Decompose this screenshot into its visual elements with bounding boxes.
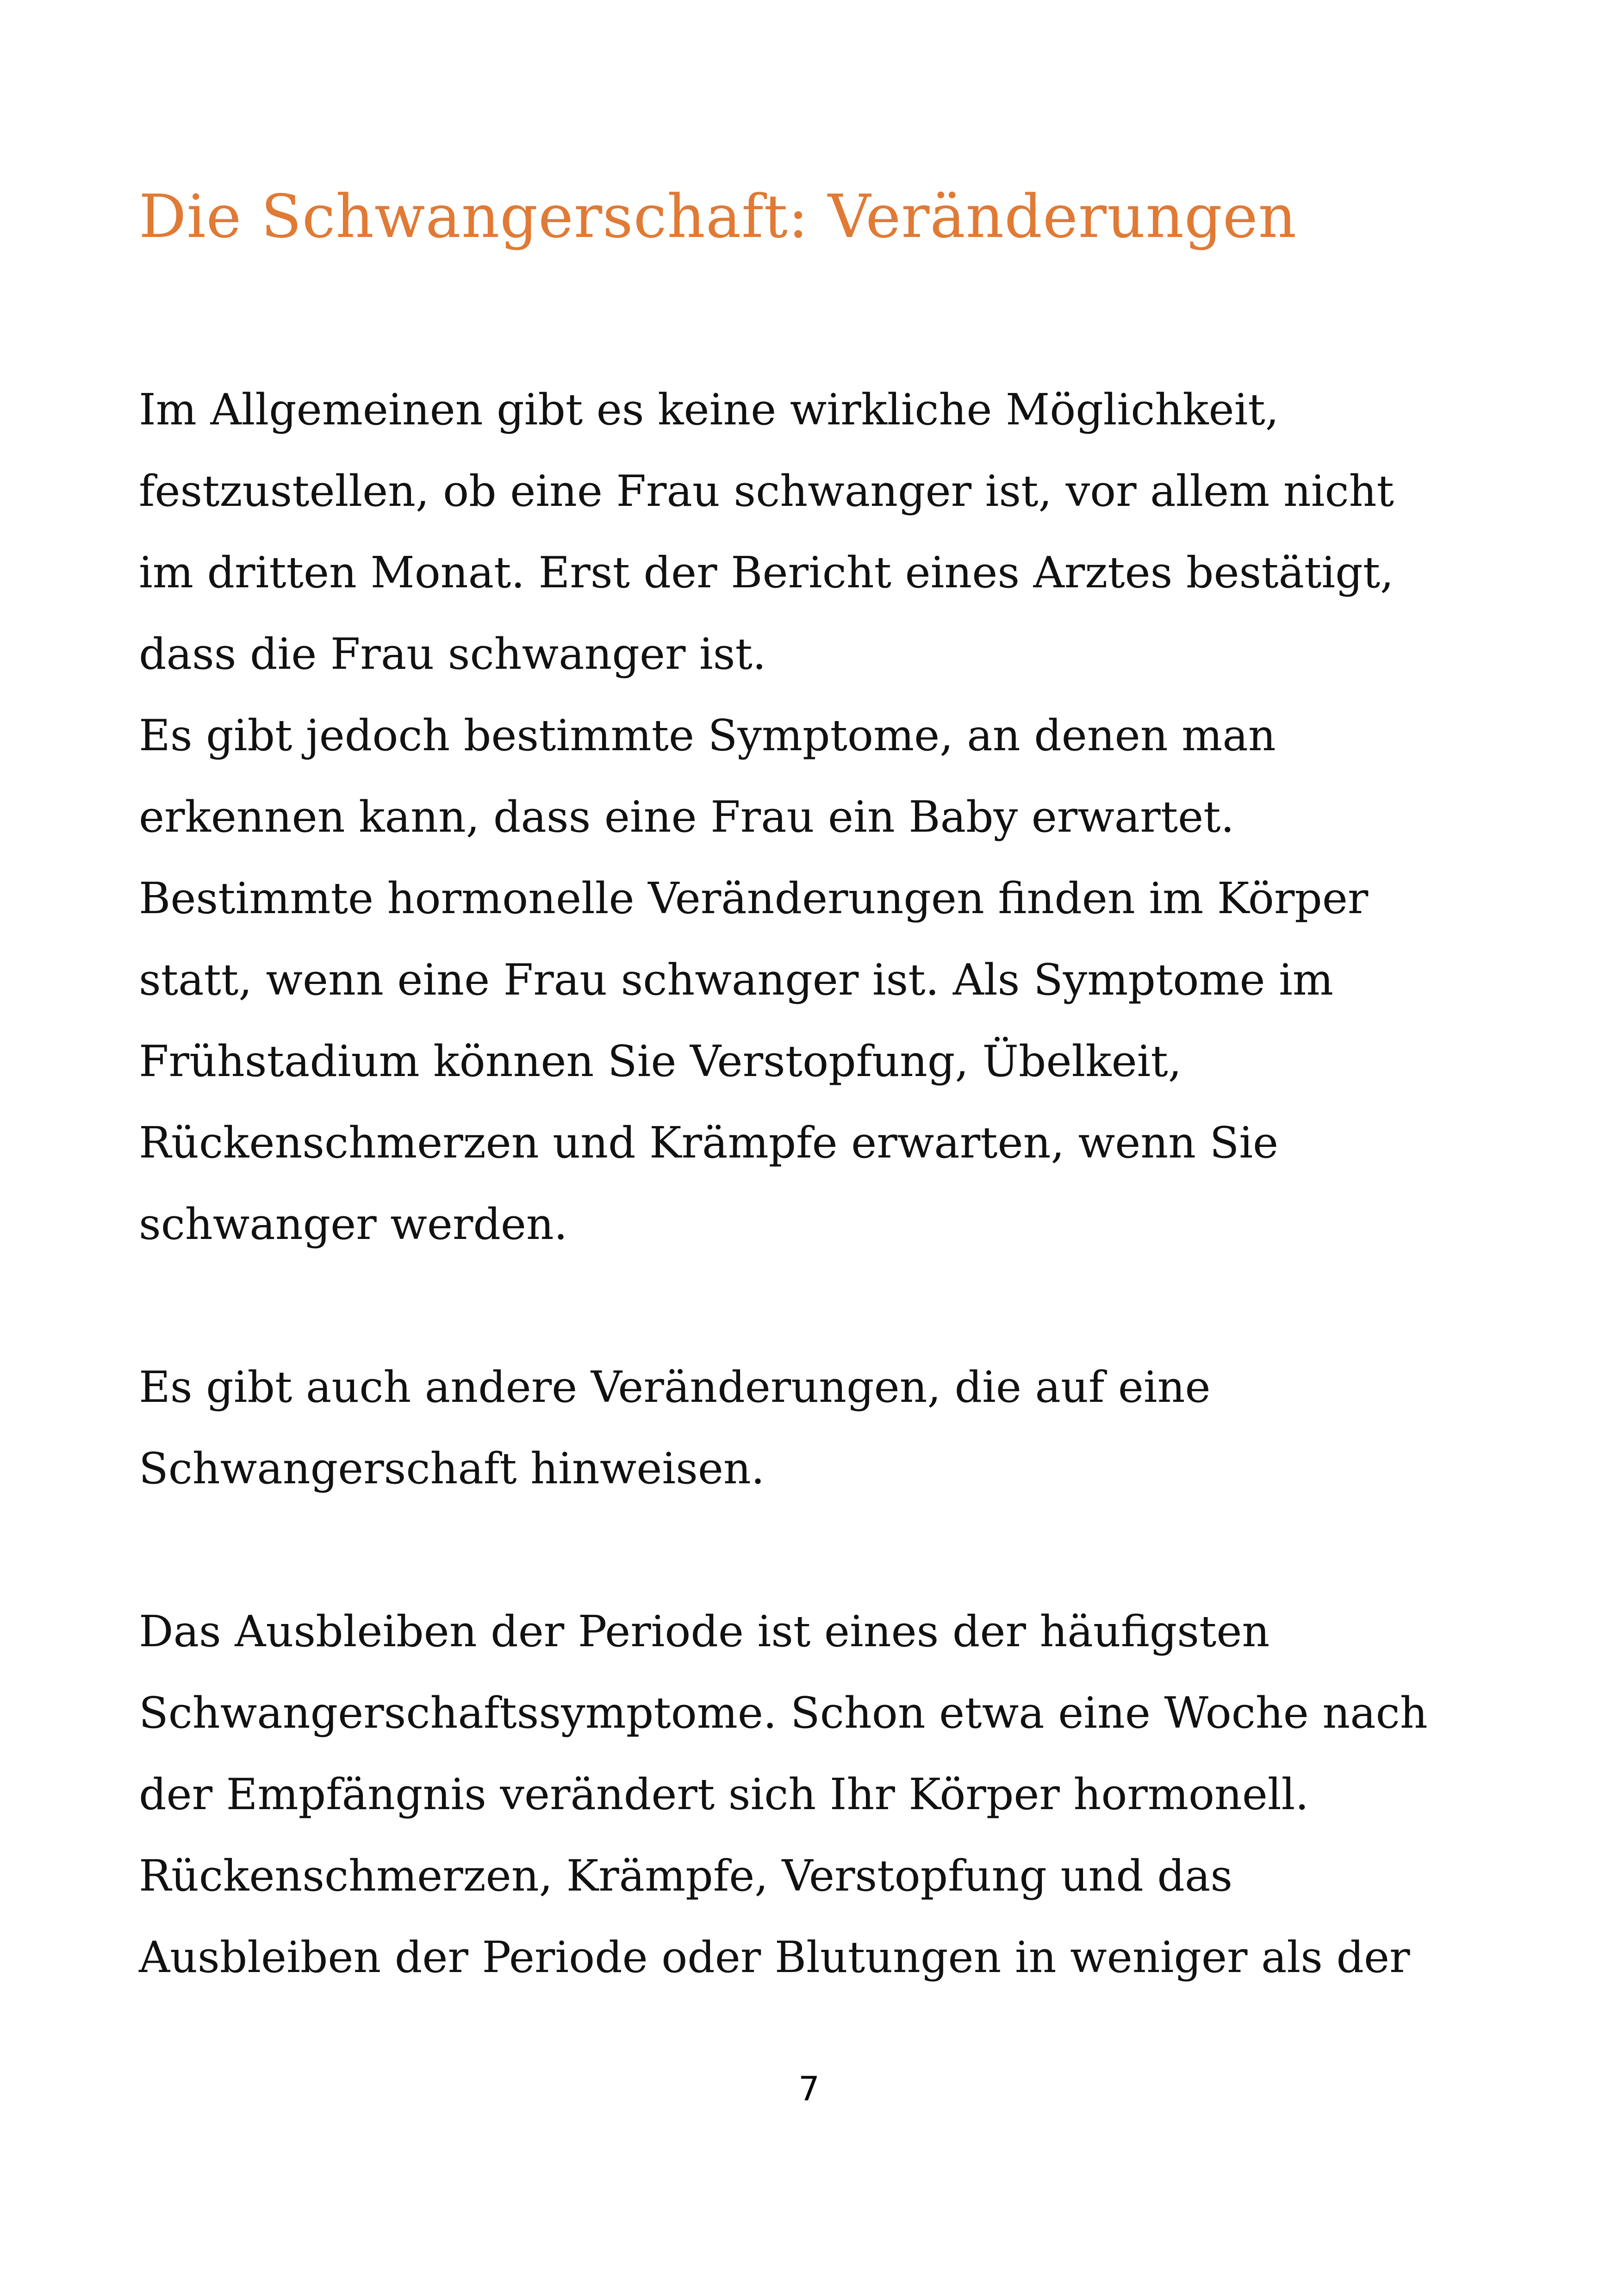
page-number: 7: [798, 2069, 820, 2108]
text-line: schwanger werden.: [139, 1199, 568, 1249]
text-line: erkennen kann, dass eine Frau ein Baby erwartet.: [139, 792, 1235, 842]
text-line: Rückenschmerzen und Krämpfe erwarten, wenn Sie: [139, 1118, 1279, 1168]
text-line: Rückenschmerzen, Krämpfe, Verstopfung und das: [139, 1851, 1233, 1901]
text-line: Es gibt jedoch bestimmte Symptome, an denen man: [139, 710, 1276, 760]
text-line: Das Ausbleiben der Periode ist eines der häufigsten: [139, 1606, 1270, 1656]
text-line: der Empfängnis verändert sich Ihr Körper hormonell.: [139, 1769, 1309, 1819]
text-line: Ausbleiben der Periode oder Blutungen in weniger als der: [139, 1932, 1410, 1982]
page-title: Die Schwangerschaft: Veränderungen: [139, 182, 1297, 251]
text-line: Im Allgemeinen gibt es keine wirkliche Möglichkeit,: [139, 385, 1279, 435]
text-line: dass die Frau schwanger ist.: [139, 629, 766, 679]
text-line: Bestimmte hormonelle Veränderungen finden im Körper: [139, 873, 1369, 923]
text-line: Es gibt auch andere Veränderungen, die auf eine: [139, 1362, 1211, 1412]
text-line: Schwangerschaftssymptome. Schon etwa eine Woche nach: [139, 1688, 1428, 1738]
text-line: Schwangerschaft hinweisen.: [139, 1444, 765, 1493]
text-line: Frühstadium können Sie Verstopfung, Übelkeit,: [139, 1036, 1182, 1086]
text-line: festzustellen, ob eine Frau schwanger ist, vor allem nicht: [139, 466, 1394, 516]
text-line: im dritten Monat. Erst der Bericht eines Arztes bestätigt,: [139, 548, 1394, 597]
text-line: statt, wenn eine Frau schwanger ist. Als Symptome im: [139, 955, 1334, 1005]
